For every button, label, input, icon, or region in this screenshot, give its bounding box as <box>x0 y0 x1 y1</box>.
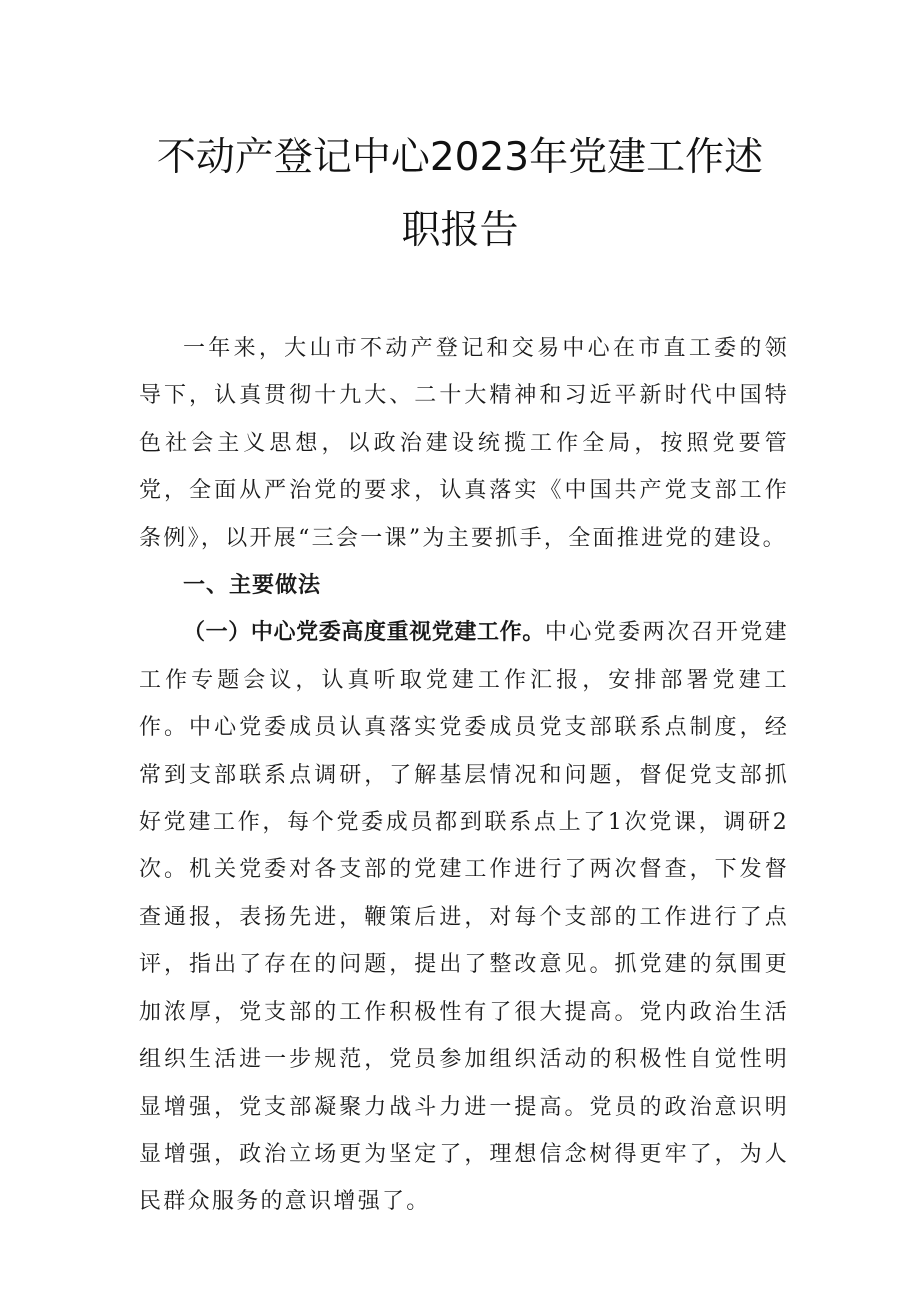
section-heading: 一、主要做法 <box>183 573 322 599</box>
intro-paragraph: 一年来，大山市不动产登记和交易中心在市直工委的领导下，认真贯彻十九大、二十大精神和习近平新时代中国特色社会主义思想，以政治建设统揽工作全局，按照党要管党，全面从严治党的要求，认真落实《中国共产党支部工作条例》，以开展“三会一课”为主要抓手，全面推进党的建设。 <box>139 336 789 551</box>
document-body <box>139 325 789 1226</box>
item1-lead: （一）中心党委高度重视党建工作。 <box>183 620 545 646</box>
document-title-line1: 不动产登记中心2023年党建工作述 <box>156 135 764 180</box>
item1-body: 中心党委两次召开党建工作专题会议，认真听取党建工作汇报，安排部署党建工作。中心党委成员认真落实党委成员党支部联系点制度，经常到支部联系点调研，了解基层情况和问题，督促党支部抓好党建工作，每个党委成员都到联系点上了1次党课，调研2次。机关党委对各支部的党建工作进行了两次督查，下发督查通报，表扬先进，鞭策后进，对每个支部的工作进行了点评，指出了存在的问题，提出了整改意见。抓党建的氛围更加浓厚，党支部的工作积极性有了很大提高。党内政治生活组织生活进一步规范，党员参加组织活动的积极性自觉性明显增强，党支部凝聚力战斗力进一提高。党员的政治意识明显增强，政治立场更为坚定了，理想信念树得更牢了，为人民群众服务的意识增强了。 <box>139 620 789 1215</box>
item1-paragraph <box>139 609 789 1225</box>
document-title-line2: 职报告 <box>401 208 519 253</box>
